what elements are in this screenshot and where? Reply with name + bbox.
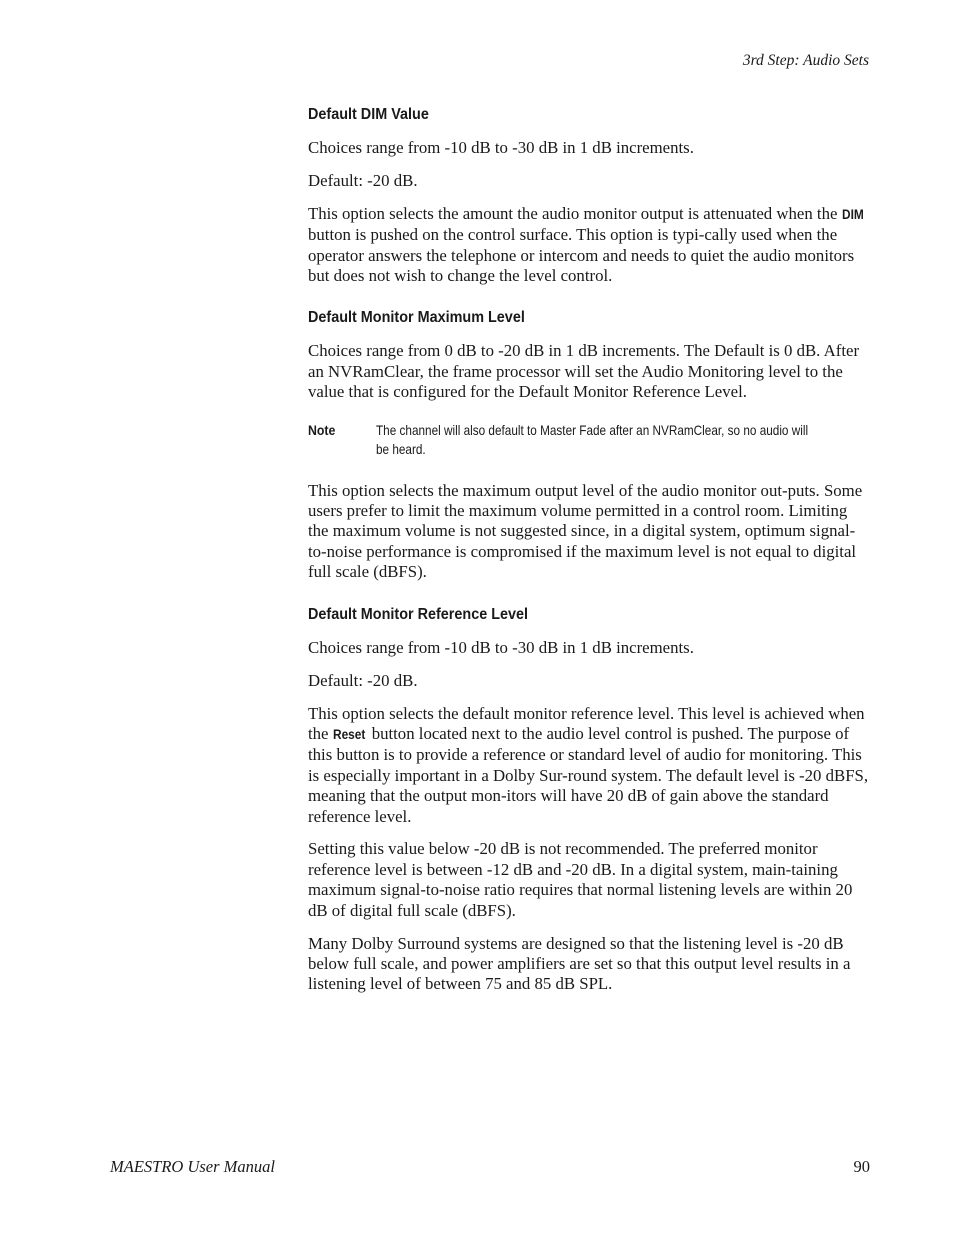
note-text: The channel will also default to Master Fade after an NVRamClear, so no audio will be heard. — [376, 421, 809, 457]
paragraph: Setting this value below -20 dB is not recommended. The preferred monitor reference level is between -12 dB and -20 dB. In a digital system, main-taining maximum signal-to-noise ratio requires that normal listening levels are within 20 dB of digital full scale (dBFS). — [308, 839, 853, 920]
reset-button-keyword: Reset — [332, 726, 366, 742]
page-content — [308, 106, 870, 1007]
paragraph — [308, 704, 870, 827]
paragraph: Choices range from 0 dB to -20 dB in 1 dB increments. The Default is 0 dB. After an NVRamClear, the frame processor will set the Audio Monitoring level to the value that is configured for the Default Monitor Reference Level. — [308, 341, 860, 402]
text-run: button is pushed on the control surface. This option is typi-cally used when the operator answers the telephone or intercom and needs to quiet the audio monitors but does not wish to change the level control. — [308, 225, 855, 286]
footer-page-number: 90 — [853, 1157, 870, 1176]
section-default-dim-value — [308, 106, 870, 286]
paragraph: Many Dolby Surround systems are designed so that the listening level is -20 dB below full scale, and power amplifiers are set so that this output level results in a listening level of between 75 and 85 dB SPL. — [308, 933, 851, 994]
running-header: 3rd Step: Audio Sets — [742, 52, 869, 69]
paragraph — [308, 204, 870, 287]
paragraph: Choices range from -10 dB to -30 dB in 1 dB increments. — [308, 138, 694, 157]
paragraph: Choices range from -10 dB to -30 dB in 1 dB increments. — [308, 637, 694, 657]
paragraph: This option selects the maximum output level of the audio monitor out-puts. Some users prefer to limit the maximum volume permitted in a control room. Limiting the maximum volume is not suggested since, in a digital system, optimum signal-to-noise performance is compromised if the maximum level is not equal to digital full scale (dBFS). — [308, 480, 863, 582]
note-label: Note — [308, 421, 336, 438]
section-heading: Default Monitor Reference Level — [308, 605, 529, 623]
text-run: This option selects the default monitor reference level. This level is achieved when the — [308, 703, 865, 743]
footer-manual-title: MAESTRO User Manual — [110, 1157, 275, 1176]
note-callout — [308, 421, 870, 459]
section-heading: Default DIM Value — [308, 106, 429, 123]
paragraph: Default: -20 dB. — [308, 170, 418, 190]
text-run: This option selects the amount the audio monitor output is attenuated when the — [308, 203, 838, 223]
text-run: button located next to the audio level control is pushed. The purpose of this button is to provide a reference or standard level of audio for monitoring. This is especially important in a Dolby Sur-round system. The default level is -20 dBFS, meaning that the output mon-itors will have 20 dB of gain above the standard reference level. — [308, 723, 869, 826]
section-default-monitor-reference-level — [308, 606, 870, 995]
dim-button-keyword: DIM — [841, 206, 864, 222]
section-heading: Default Monitor Maximum Level — [308, 309, 525, 327]
section-default-monitor-maximum-level — [308, 309, 870, 582]
paragraph: Default: -20 dB. — [308, 670, 418, 690]
